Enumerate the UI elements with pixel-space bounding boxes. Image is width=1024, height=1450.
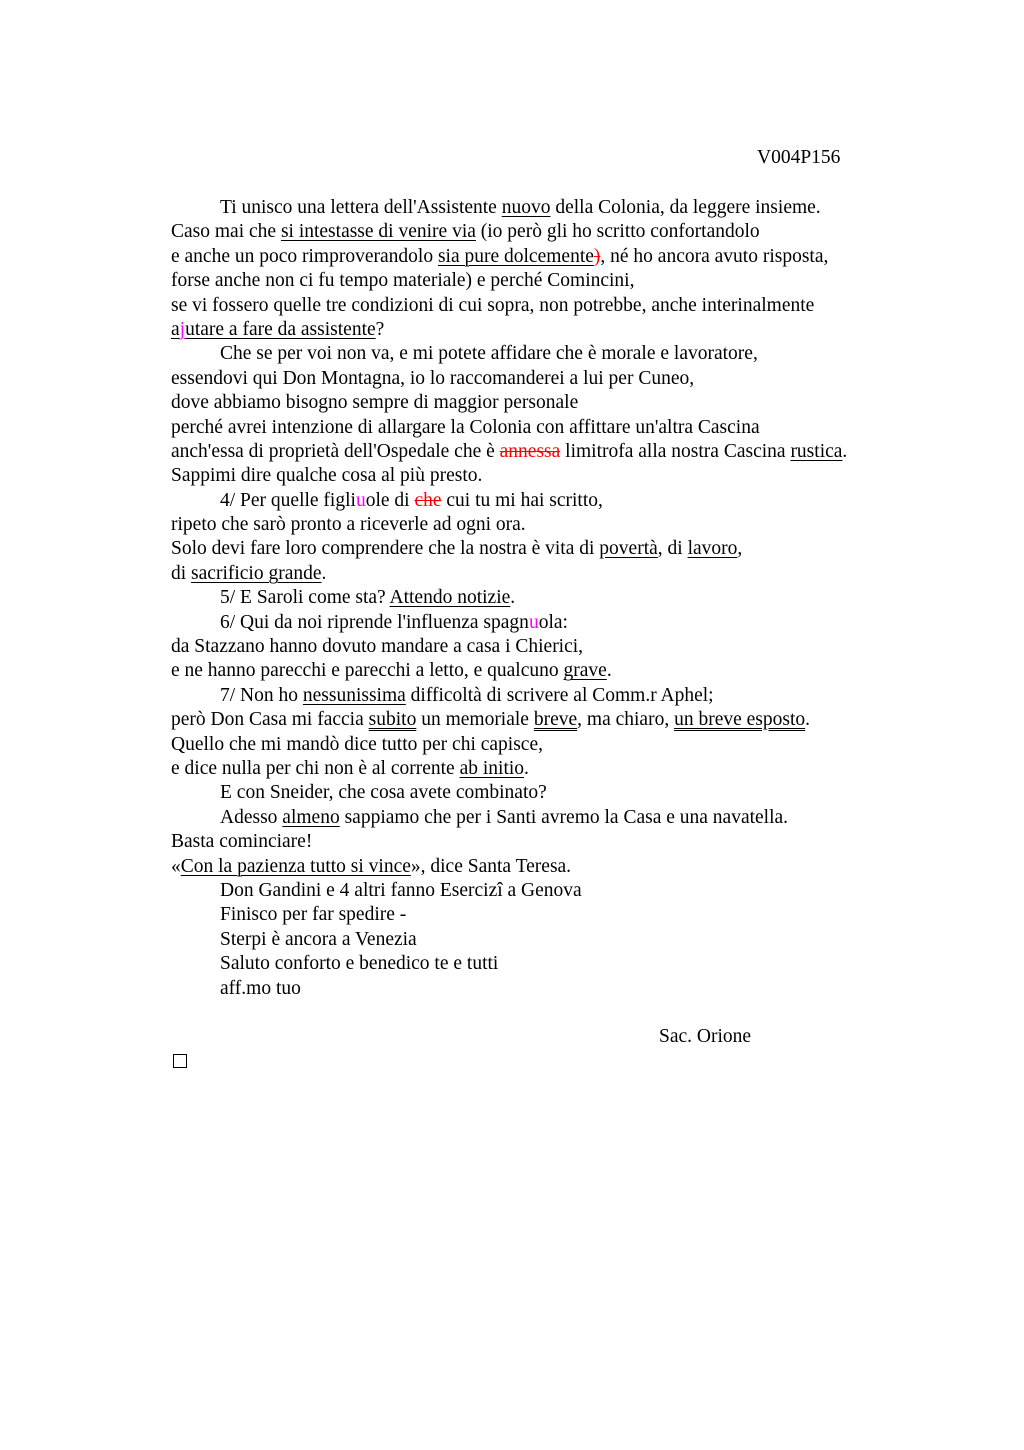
underlined-text: sacrificio grande: [191, 562, 322, 584]
underlined-text: sia pure dolcemente: [437, 245, 594, 267]
text-run: e anche un poco rimproverandolo: [171, 245, 438, 267]
underlined-text: rustica: [790, 440, 843, 462]
text-line: [171, 586, 931, 610]
text-line: [171, 464, 931, 488]
text-run: , né ho ancora avuto risposta,: [600, 245, 829, 267]
text-line: [171, 294, 931, 318]
text-run: Che se per voi non va, e mi potete affidare che è morale e lavoratore,: [220, 343, 758, 365]
signature: Sac. Orione: [659, 1026, 752, 1047]
text-run: (io però gli ho scritto confortandolo: [475, 221, 760, 243]
text-line: [171, 635, 931, 659]
text-run: Quello che mi mandò dice tutto per chi capisce,: [171, 733, 543, 755]
text-run: ola:: [538, 611, 568, 633]
text-line: [171, 781, 931, 805]
text-run: a Genova: [502, 879, 582, 901]
text-line: [171, 318, 931, 342]
text-run: Solo devi fare loro comprendere che la nostra è vita di: [171, 538, 600, 560]
text-run: 6/ Qui da noi riprende l'influenza spagn: [220, 611, 529, 633]
text-run: della Colonia, da leggere insieme.: [550, 197, 821, 218]
text-line: [171, 391, 931, 415]
text-run: forse anche non ci fu tempo materiale) e perché Comincini,: [171, 270, 635, 292]
text-run: cui tu mi hai scritto,: [441, 489, 603, 511]
text-line: [171, 903, 931, 927]
text-line: [171, 269, 931, 293]
text-run: .: [805, 709, 811, 731]
text-run: 5/ E Saroli come sta?: [220, 587, 390, 609]
underlined-text: almeno: [282, 806, 340, 828]
text-run: di: [171, 562, 192, 584]
text-line: [171, 367, 931, 391]
text-run: anch'essa di proprietà dell'Ospedale che è: [171, 440, 500, 462]
text-run: E con Sneider, che cosa avete combinato?: [220, 782, 547, 804]
text-line: [171, 537, 931, 561]
text-run: Finisco per far spedire -: [220, 904, 407, 926]
inserted-text: u: [528, 611, 539, 633]
text-line: [171, 830, 931, 854]
text-run: .: [510, 587, 516, 609]
underlined-text: si intestasse di venire via: [280, 221, 476, 243]
deleted-text: che: [414, 489, 442, 511]
text-run: .: [606, 660, 612, 682]
text-run: », dice Santa Teresa.: [410, 855, 572, 877]
text-line: [171, 855, 931, 879]
underlined-text: nessunissima: [302, 684, 406, 706]
text-run: Sterpi è ancora a Venezia: [220, 928, 417, 950]
text-run: dove abbiamo bisogno sempre di maggior personale: [171, 392, 579, 414]
text-line: [171, 659, 931, 683]
underlined-text: grave: [563, 660, 607, 682]
text-run: Caso mai che: [171, 221, 281, 243]
underlined-text: povertà: [599, 538, 658, 560]
text-line: [171, 513, 931, 537]
text-run: ole di: [365, 489, 415, 511]
text-run: , ma chiaro,: [577, 709, 675, 731]
text-run: essendovi qui Don Montagna, io lo raccomanderei a lui per Cuneo,: [171, 367, 695, 389]
underlined-text: ab initio: [459, 757, 525, 779]
underlined-text: lavoro: [687, 538, 738, 560]
underlined-text: Attendo notizie: [389, 587, 511, 609]
underlined-text: nuovo: [501, 197, 551, 218]
text-run: e ne hanno parecchi e parecchi a letto, e qualcuno: [171, 660, 564, 682]
text-run: , di: [657, 538, 688, 560]
double-underlined-text: subito: [368, 709, 417, 731]
document-id: V004P156: [757, 147, 841, 168]
double-underlined-text: un breve esposto: [674, 709, 806, 731]
text-run: aff.mo tuo: [220, 977, 301, 999]
text-line: [171, 733, 931, 757]
text-line: [171, 977, 931, 1001]
text-run: Saluto conforto e benedico te e tutti: [220, 953, 499, 975]
text-line: [171, 952, 931, 976]
text-line: [171, 684, 931, 708]
text-line: [171, 342, 931, 366]
text-line: [171, 806, 931, 830]
text-line: [171, 416, 931, 440]
text-run: Ti unisco una lettera dell'Assistente: [220, 197, 502, 218]
underlined-text: a: [171, 318, 180, 340]
text-run: un memoriale: [416, 709, 534, 731]
text-line: [171, 928, 931, 952]
text-line: [171, 611, 931, 635]
text-run: difficoltà di scrivere al Comm.r Aphel;: [405, 684, 714, 706]
text-line: [171, 196, 931, 220]
text-line: [171, 708, 931, 732]
text-run: Don Gandini e 4 altri fanno Esercizi: [220, 879, 503, 901]
text-line: [171, 879, 931, 903]
inserted-text: u: [355, 489, 366, 511]
deleted-text: ): [593, 245, 601, 267]
double-underlined-text: breve: [533, 709, 578, 731]
text-line: [171, 562, 931, 586]
text-run: 7/ Non ho: [220, 684, 303, 706]
text-run: ?: [375, 318, 385, 340]
text-run: e dice nulla per chi non è al corrente: [171, 757, 460, 779]
text-run: ,: [737, 538, 743, 560]
inserted-text: j: [179, 318, 186, 340]
empty-square-icon: [173, 1054, 187, 1068]
underlined-text: Con la pazienza tutto si vince: [180, 855, 411, 877]
text-line: [171, 220, 931, 244]
text-run: se vi fossero quelle tre condizioni di cui sopra, non potrebbe, anche interinalmente: [171, 294, 815, 316]
text-run: perché avrei intenzione di allargare la Colonia con affittare un'altra Cascina: [171, 416, 760, 438]
text-run: .: [321, 562, 327, 584]
text-run: Sappimi dire qualche cosa al più presto.: [171, 465, 483, 487]
text-run: sappiamo che per i Santi avremo la Casa e una navatella.: [339, 806, 789, 828]
text-run: limitrofa alla nostra Cascina: [560, 440, 791, 462]
text-run: .: [524, 757, 529, 779]
underlined-text: utare a fare da assistente: [185, 318, 376, 340]
text-run: 4/ Per quelle figli: [220, 489, 356, 511]
text-run: da Stazzano hanno dovuto mandare a casa i Chierici,: [171, 636, 584, 658]
text-line: [171, 440, 931, 464]
text-run: «: [171, 855, 181, 877]
text-line: [171, 245, 931, 269]
text-line: [171, 757, 931, 781]
text-run: Adesso: [220, 806, 283, 828]
text-line: [171, 489, 931, 513]
text-run: .: [842, 440, 848, 462]
letter-body: [171, 196, 931, 1001]
text-run: ripeto che sarò pronto a riceverle ad ogni ora.: [171, 514, 526, 536]
deleted-text: annessa: [499, 440, 561, 462]
text-run: Basta cominciare!: [171, 831, 313, 853]
text-run: però Don Casa mi faccia: [171, 709, 369, 731]
